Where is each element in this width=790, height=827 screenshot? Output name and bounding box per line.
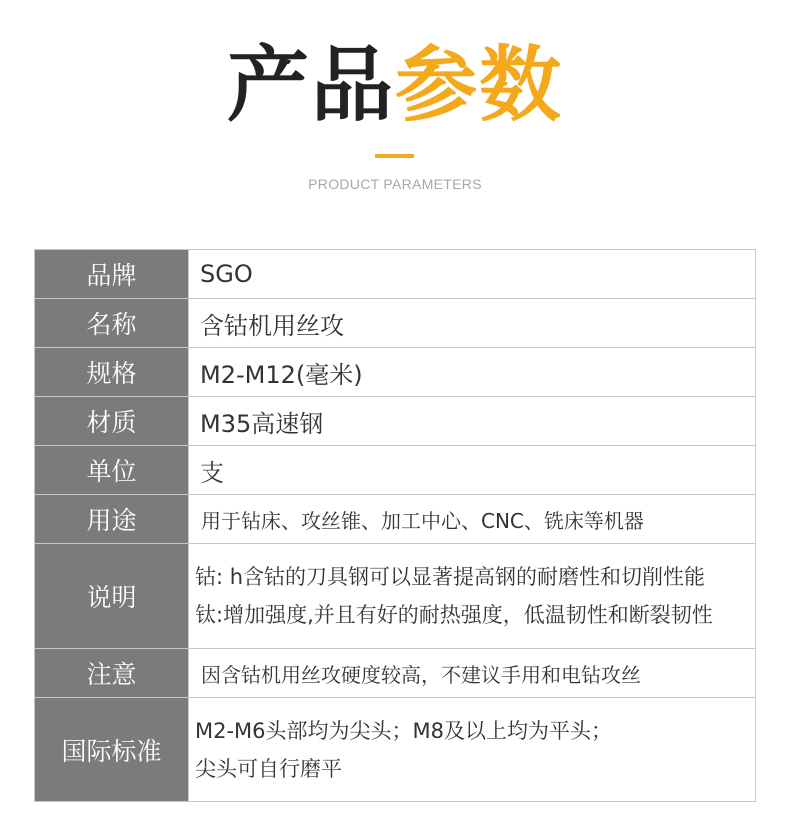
table-row-usage — [35, 495, 756, 544]
row-value: M35高速钢 — [189, 397, 756, 446]
page-title — [0, 36, 790, 136]
row-value: 支 — [189, 446, 756, 495]
row-label: 注意 — [35, 649, 189, 698]
table-row-name — [35, 299, 756, 348]
table-row-unit — [35, 446, 756, 495]
row-value: 因含钴机用丝攻硬度较高，不建议手用和电钻攻丝 — [189, 649, 756, 698]
row-label: 国际标准 — [35, 698, 189, 802]
title-dark-part: 产品 — [226, 38, 395, 133]
row-label: 用途 — [35, 495, 189, 544]
table-row-brand — [35, 250, 756, 299]
table-row-material — [35, 397, 756, 446]
row-label: 规格 — [35, 348, 189, 397]
title-accent-part: 参数 — [395, 38, 564, 133]
table-row-notice — [35, 649, 756, 698]
row-value: M2-M12(毫米) — [189, 348, 756, 397]
description-line: 钛:增加强度,并且有好的耐热强度，低温韧性和断裂韧性 — [195, 603, 713, 627]
table-row-spec — [35, 348, 756, 397]
row-value — [189, 698, 756, 802]
row-label: 名称 — [35, 299, 189, 348]
row-value — [189, 544, 756, 649]
description-line: 钴: h含钴的刀具钢可以显著提高钢的耐磨性和切削性能 — [195, 565, 706, 589]
row-label: 单位 — [35, 446, 189, 495]
title-underline — [375, 154, 414, 158]
standard-line: 尖头可自行磨平 — [195, 756, 342, 781]
table-row-description — [35, 544, 756, 649]
row-value: 用于钻床、攻丝锥、加工中心、CNC、铣床等机器 — [189, 495, 756, 544]
table-row-standard — [35, 698, 756, 802]
row-label: 品牌 — [35, 250, 189, 299]
row-value: 含钴机用丝攻 — [189, 299, 756, 348]
standard-line: M2-M6头部均为尖头；M8及以上均为平头； — [195, 718, 613, 743]
row-value: SGO — [189, 250, 756, 299]
spec-table — [34, 249, 756, 802]
row-label: 说明 — [35, 544, 189, 649]
page-subtitle: PRODUCT PARAMETERS — [308, 176, 482, 192]
row-label: 材质 — [35, 397, 189, 446]
